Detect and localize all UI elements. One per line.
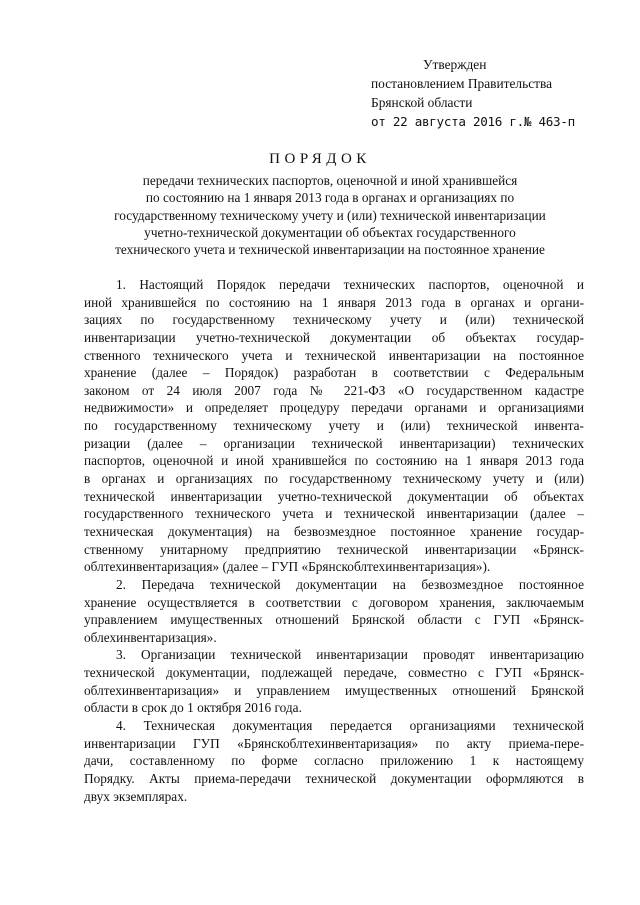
text-line: в органах и организациях по государственному техническому учету и (или): [84, 471, 584, 487]
approval-line-1: Утвержден: [423, 57, 487, 72]
subtitle-line: учетно-технической документации об объектах государственного: [144, 224, 516, 240]
subtitle-line: технического учета и технической инвентаризации на постоянное хранение: [115, 242, 545, 258]
document-subtitle: [80, 172, 580, 258]
approval-line-2: постановлением Правительства: [371, 76, 553, 91]
text-line: Порядку. Акты приема-передачи технической документации оформляются в: [84, 770, 584, 786]
text-line: технической инвентаризации учетно-технической документации об объектах: [84, 488, 584, 504]
paragraph-3: [84, 646, 584, 717]
approval-stamp: [371, 55, 631, 131]
text-line: инвентаризации ГУП «Брянскоблтехинвентаризация» по акту приема-пере-: [84, 735, 584, 751]
approval-date-line: от 22 августа 2016 г.№ 463-п: [371, 114, 575, 129]
text-line: хранение осуществляется в соответствии с договором хранения, заключаемым: [84, 594, 584, 610]
text-line: двух экземплярах.: [84, 788, 188, 804]
text-line: хранение (далее – Порядок) разработан в соответствии с Федеральным: [84, 365, 584, 381]
text-line: государственного технического учета и технической инвентаризации (далее –: [84, 506, 584, 522]
text-line: недвижимости» и определяет процедуру передачи органами и организациями: [84, 400, 584, 416]
text-line: области в срок до 1 октября 2016 года.: [84, 700, 302, 716]
text-line: по государственному техническому учету и (или) технической инвента-: [84, 418, 584, 434]
subtitle-line: по состоянию на 1 января 2013 года в органах и организациях по: [145, 190, 515, 206]
text-line: техническая документация) на безвозмездное постоянное хранение государ-: [84, 523, 584, 539]
text-line: облтехинвентаризация» и управлением имущественных отношений Брянской: [84, 682, 584, 698]
text-line: дачи, составленному по форме согласно приложению 1 к настоящему: [84, 753, 584, 769]
approval-line-3: Брянской области: [371, 95, 473, 110]
text-line: ственного технического учета и технической инвентаризации на постоянное: [84, 347, 584, 363]
paragraph-1: [84, 276, 584, 576]
text-line: 1. Настоящий Порядок передачи технических паспортов, оценочной и: [116, 277, 584, 292]
text-line: технической документации, подлежащей передаче, совместно с ГУП «Брянск-: [84, 665, 584, 681]
text-line: 4. Техническая документация передается организациями технической: [116, 718, 584, 734]
text-line: иной хранившейся по состоянию на 1 января 2013 года в органах и органи-: [84, 294, 584, 310]
subtitle-line: государственному техническому учету и (или) технической инвентаризации: [114, 207, 546, 223]
subtitle-line: передачи технических паспортов, оценочной и иной хранившейся: [142, 173, 518, 188]
text-line: паспортов, оценочной и иной хранившейся по состоянию на 1 января 2013 года: [84, 453, 584, 469]
text-line: облехинвентаризация».: [84, 629, 217, 645]
text-line: зациях по государственному техническому учету и (или) технической: [84, 312, 584, 328]
paragraph-4: [84, 717, 584, 805]
paragraph-2: [84, 576, 584, 647]
document-body: [84, 276, 584, 805]
document-title: ПОРЯДОК: [269, 151, 371, 167]
text-line: инвентаризации учетно-технической документации об объектах государ-: [84, 329, 584, 345]
text-line: ственному унитарному предприятию технической инвентаризации «Брянск-: [84, 541, 584, 557]
text-line: законом от 24 июля 2007 года № 221-ФЗ «О государственном кадастре: [84, 382, 584, 398]
text-line: ризации (далее – организации технической инвентаризации) технических: [84, 435, 584, 451]
text-line: 2. Передача технической документации на безвозмездное постоянное: [116, 576, 584, 592]
text-line: управлением имущественных отношений Брянской области с ГУП «Брянск-: [84, 612, 584, 628]
text-line: 3. Организации технической инвентаризации проводят инвентаризацию: [116, 647, 584, 663]
text-line: облтехинвентаризация» (далее – ГУП «Брянскоблтехинвентаризация»).: [84, 559, 491, 575]
